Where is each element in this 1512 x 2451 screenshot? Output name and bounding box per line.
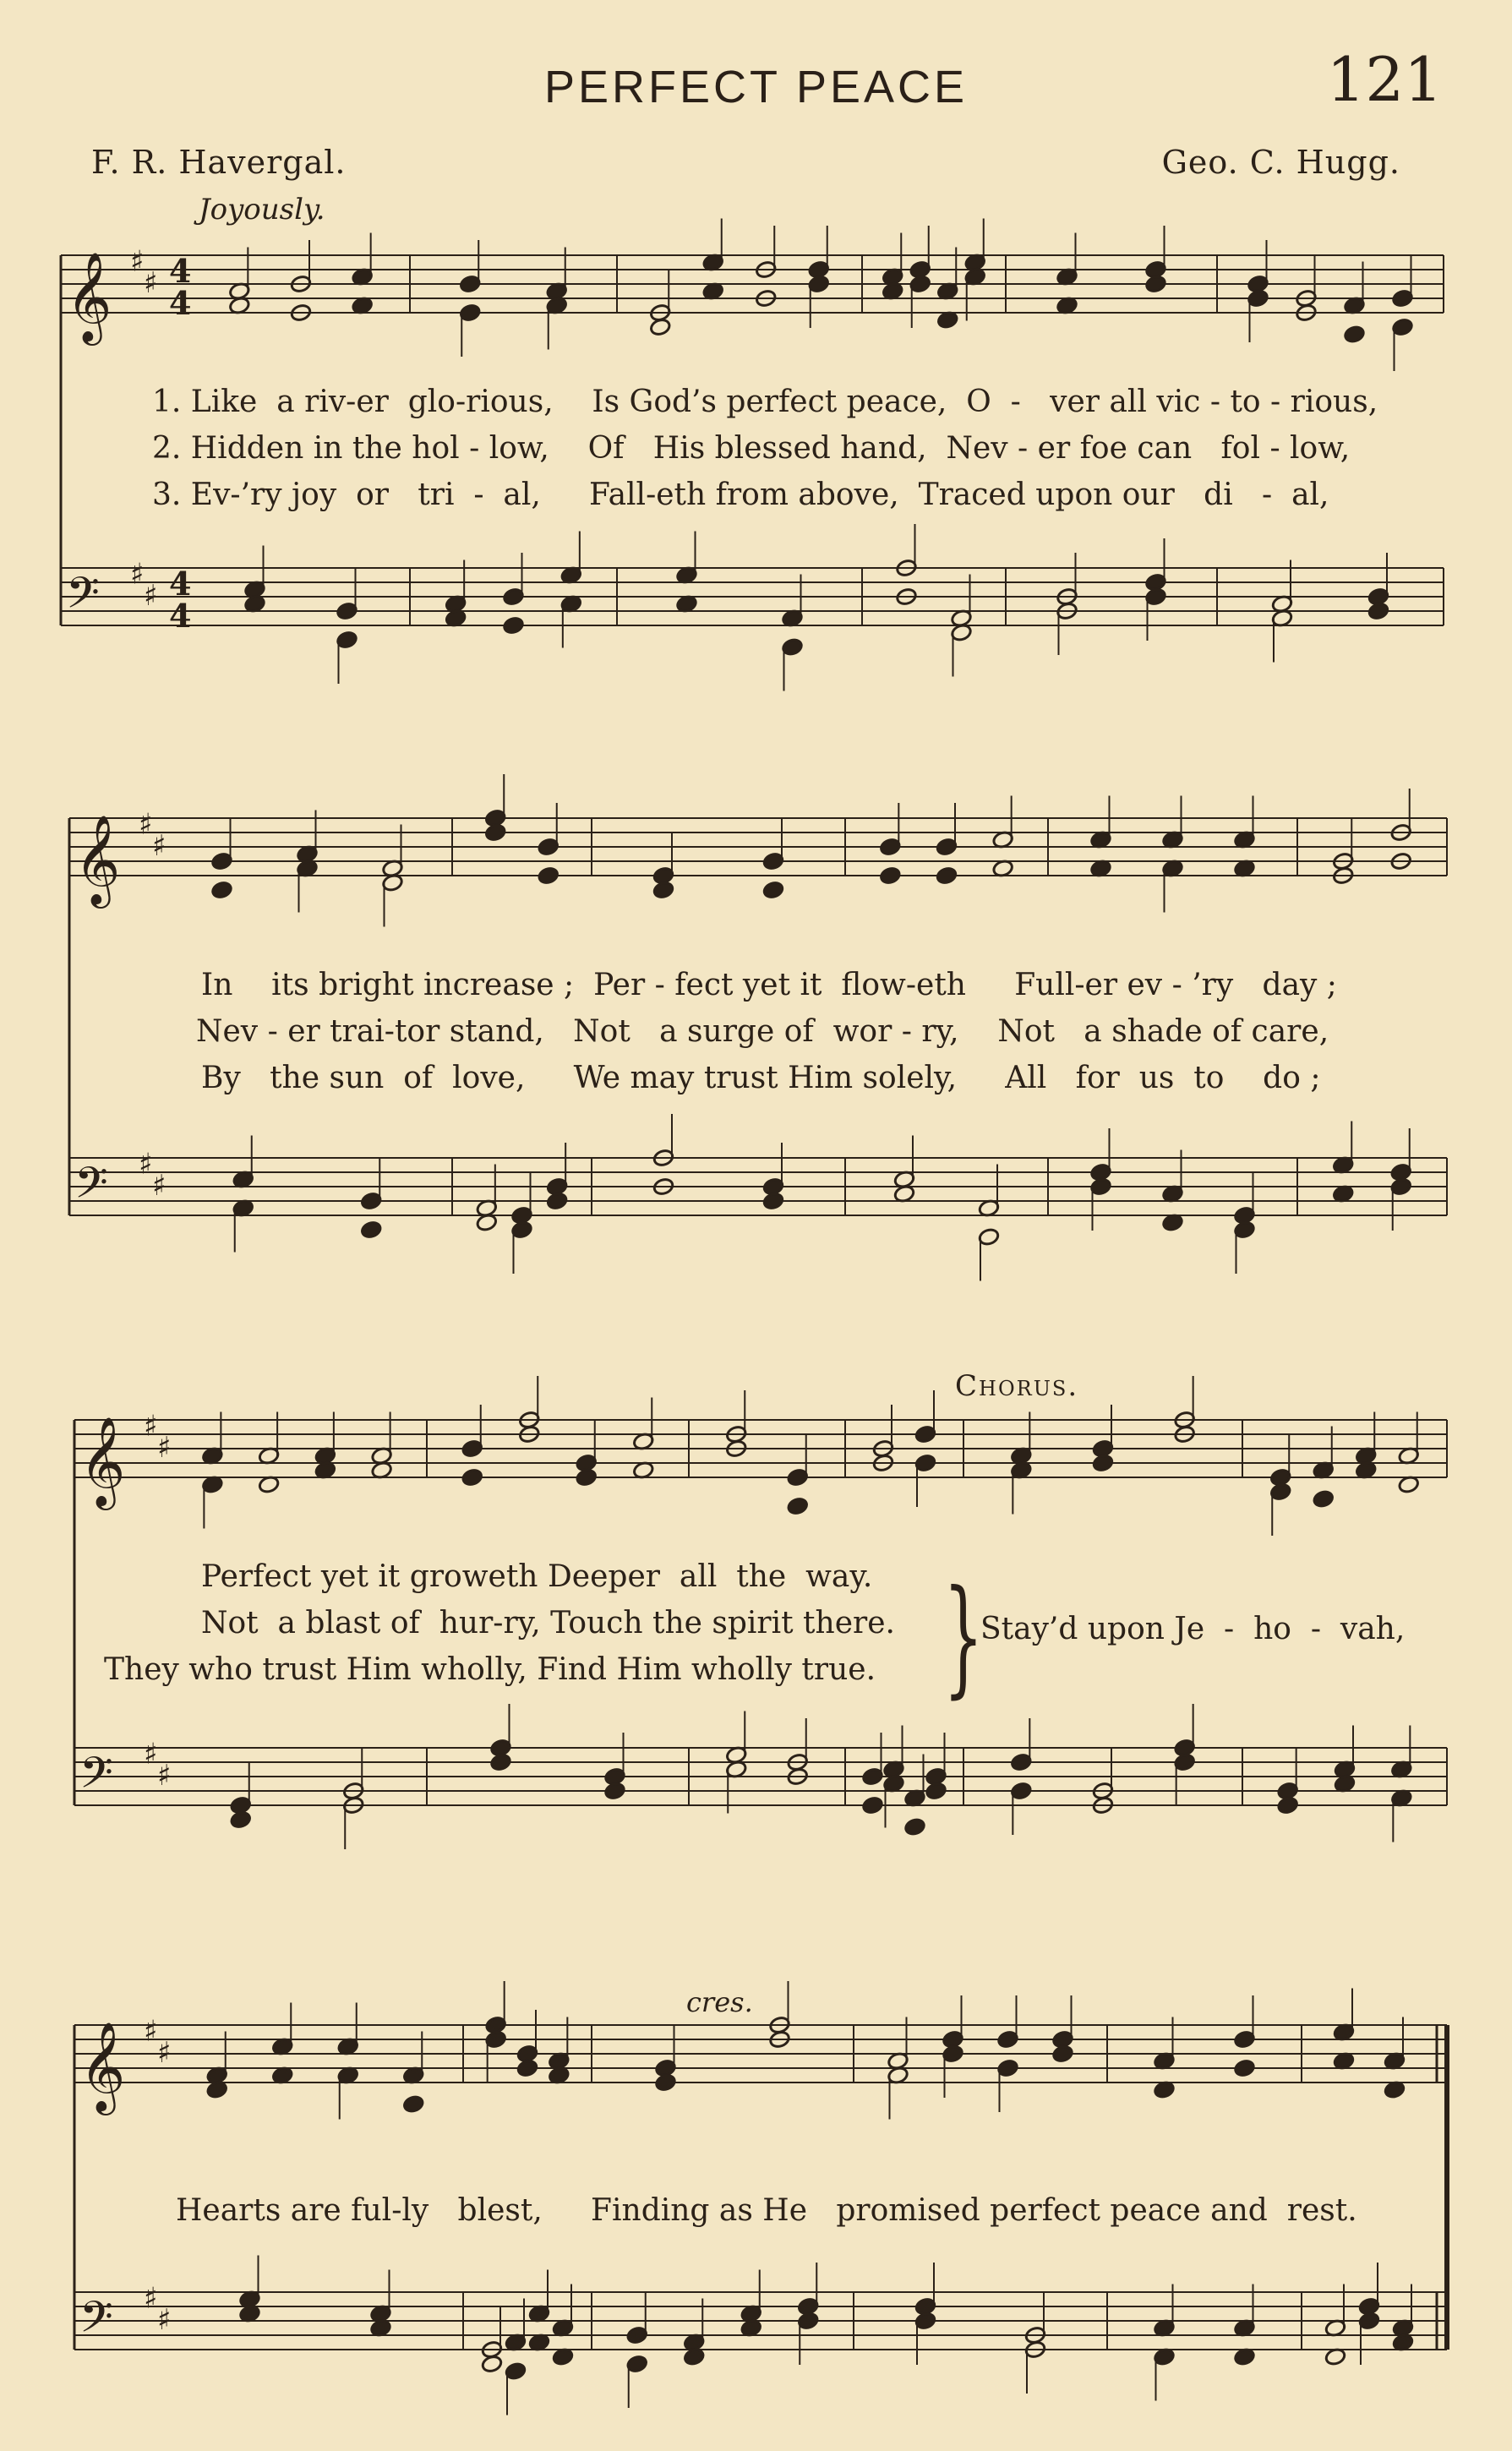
lyric-line: 2. Hidden in the hol - low, Of His blessed hand, Nev - er foe can fol - low,: [152, 431, 1351, 466]
note-head: [654, 2073, 676, 2093]
sharp-icon: ♯: [157, 1759, 172, 1793]
note-head: [925, 1782, 947, 1801]
note-head: [210, 881, 232, 900]
treble-clef-icon: 𝄞: [79, 2021, 126, 2111]
hymn-title: PERFECT PEACE: [543, 62, 969, 112]
note-head: [484, 823, 506, 843]
sharp-icon: ♯: [152, 829, 166, 863]
note-head: [603, 1782, 625, 1801]
time-signature: 4: [169, 284, 192, 322]
note-head: [516, 2059, 538, 2078]
sharp-icon: ♯: [144, 1409, 158, 1444]
note-head: [546, 1192, 568, 1211]
note-head: [936, 866, 958, 886]
treble-clef-icon: 𝄞: [66, 251, 112, 341]
note-head: [1233, 2059, 1255, 2078]
bass-clef-icon: 𝄢: [79, 2291, 113, 2353]
note-head: [1343, 325, 1365, 344]
note-head: [649, 318, 671, 337]
sharp-icon: ♯: [144, 2014, 158, 2049]
sharp-icon: ♯: [144, 266, 158, 300]
note-head: [402, 2094, 424, 2114]
note-head: [461, 1468, 483, 1488]
note-head: [652, 881, 674, 900]
note-head: [861, 1796, 883, 1815]
sharp-icon: ♯: [139, 807, 153, 842]
note-head: [576, 1468, 598, 1488]
bass-clef-icon: 𝄢: [74, 1157, 108, 1219]
lyric-line: They who trust Him wholly, Find Him wholly true.: [104, 1652, 876, 1687]
lyric-line: Perfect yet it groweth Deeper all the way.: [201, 1559, 873, 1594]
note-head: [879, 866, 901, 886]
note-head: [1092, 1454, 1114, 1473]
lyric-line: Hearts are ful-ly blest, Finding as He promised perfect peace and rest.: [176, 2193, 1357, 2228]
sharp-icon: ♯: [157, 1431, 172, 1465]
note-head: [1313, 1489, 1335, 1509]
bass-clef-icon: 𝄢: [66, 567, 100, 629]
sharp-icon: ♯: [157, 2303, 172, 2337]
note-head: [360, 1220, 382, 1240]
composer-credit: Geo. C. Hugg.: [1161, 144, 1400, 181]
sharp-icon: ♯: [139, 1147, 153, 1182]
verse-brace: }: [943, 1564, 984, 1711]
note-head: [489, 1753, 511, 1772]
page-number: 121: [1326, 44, 1443, 115]
sharp-icon: ♯: [130, 557, 145, 592]
note-head: [762, 881, 784, 900]
note-head: [1144, 275, 1166, 294]
sharp-icon: ♯: [130, 244, 145, 279]
refrain-line: Stay’d upon Je - ho - vah,: [980, 1612, 1406, 1646]
lyric-line: 3. Ev-’ry joy or tri - al, Fall-eth from above, Traced upon our di - al,: [152, 478, 1329, 512]
crescendo-marking: cres.: [686, 1986, 753, 2018]
time-signature: 4: [169, 565, 192, 603]
bass-clef-icon: 𝄢: [79, 1747, 113, 1809]
sharp-icon: ♯: [144, 579, 158, 613]
sharp-icon: ♯: [144, 1737, 158, 1771]
chorus-label: Chorus.: [955, 1369, 1079, 1403]
lyricist-credit: F. R. Havergal.: [91, 144, 347, 181]
tempo-marking: Joyously.: [199, 193, 325, 227]
note-head: [481, 2355, 503, 2374]
note-head: [903, 1817, 925, 1837]
note-head: [538, 866, 559, 886]
sharp-icon: ♯: [144, 2281, 158, 2316]
lyric-line: By the sun of love, We may trust Him solely, All for us to do ;: [201, 1061, 1321, 1095]
note-head: [1367, 602, 1389, 621]
time-signature: 4: [169, 597, 192, 635]
note-head: [787, 1497, 809, 1516]
treble-clef-icon: 𝄞: [74, 814, 121, 904]
lyric-line: Not a blast of hur-ry, Touch the spirit there.: [201, 1606, 895, 1640]
note-head: [502, 616, 524, 636]
note-head: [1277, 1796, 1299, 1815]
sharp-icon: ♯: [157, 2036, 172, 2070]
treble-clef-icon: 𝄞: [79, 1416, 126, 1506]
note-head: [230, 1810, 252, 1830]
note-head: [762, 1192, 784, 1211]
lyric-line: 1. Like a riv-er glo-rious, Is God’s perfect peace, O - ver all vic - to - rious,: [152, 385, 1378, 419]
lyric-line: In its bright increase ; Per - fect yet it flow-eth Full-er ev - ’ry day ;: [201, 968, 1337, 1002]
time-signature: 4: [169, 252, 192, 290]
sharp-icon: ♯: [152, 1169, 166, 1203]
lyric-line: Nev - er trai-tor stand, Not a surge of wor - ry, Not a shade of care,: [196, 1014, 1329, 1049]
note-head: [1051, 2044, 1073, 2064]
